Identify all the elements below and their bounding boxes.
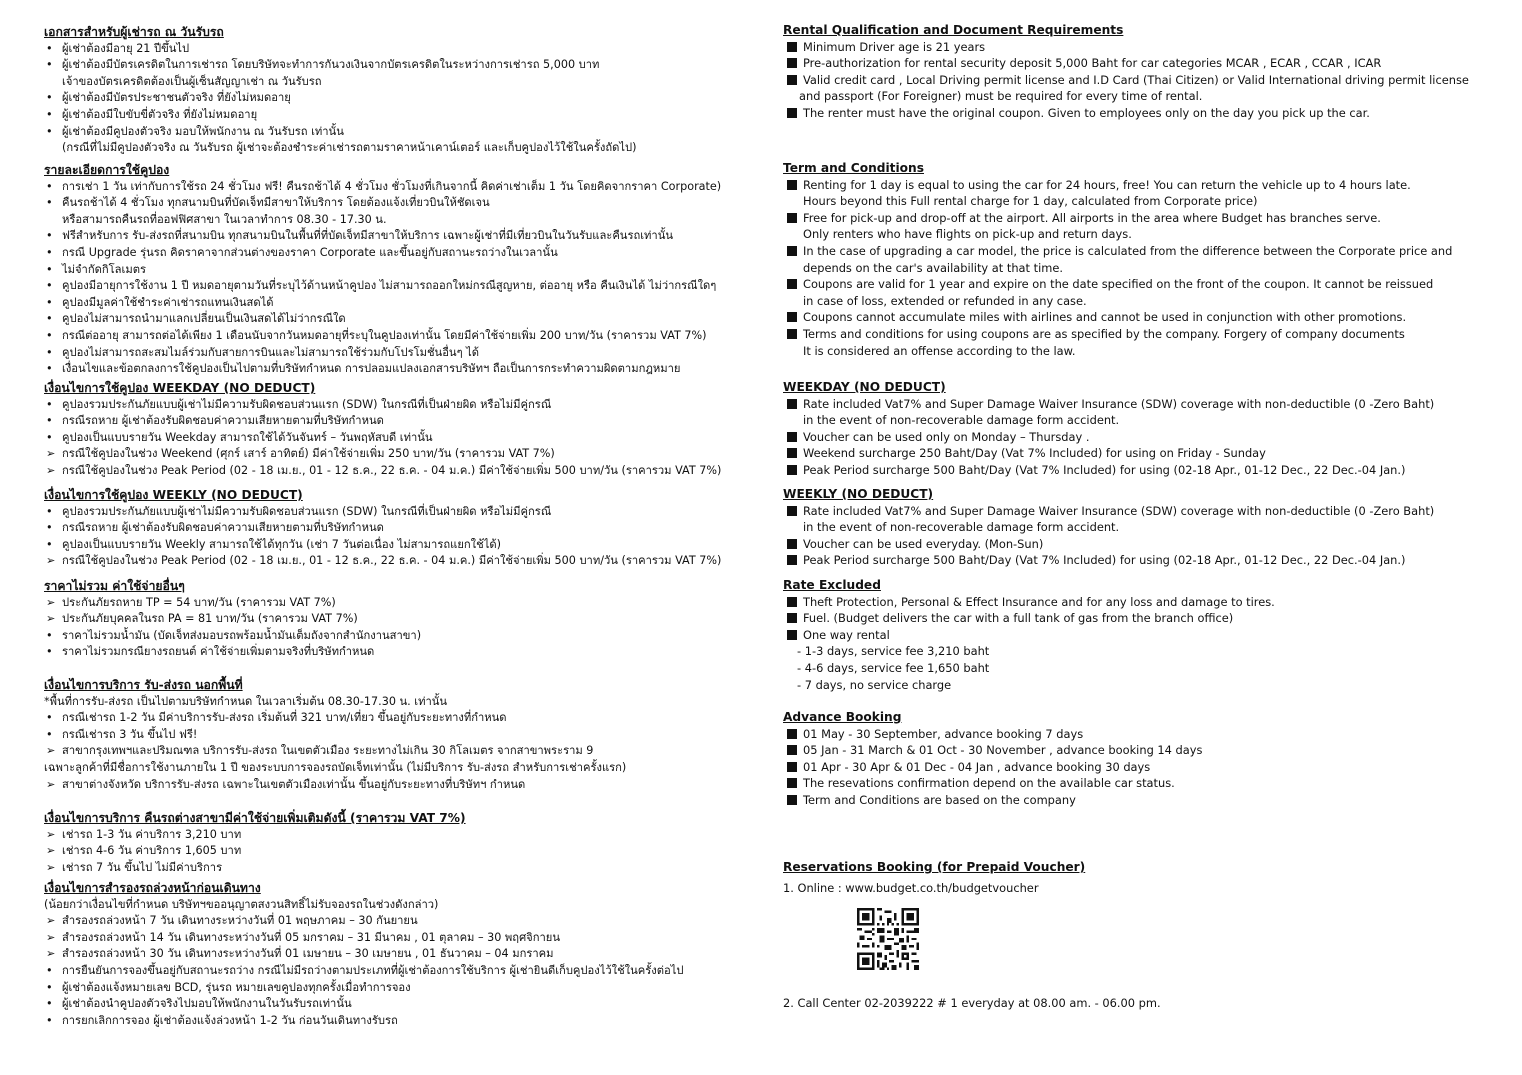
list-item: ➢ สำรองรถล่วงหน้า 30 วัน เดินทางระหว่างวันที่ 01 เมษายน – 30 เมษายน , 01 ธันวาคม – 04 มกราคม (46, 947, 554, 961)
list-item: • ผู้เช่าต้องมีใบขับขี่ตัวจริง ที่ยังไม่หมดอายุ (46, 107, 258, 121)
thai-oneway-section (44, 810, 764, 876)
list-item: ➢ กรณีใช้คูปองในช่วง Peak Period (02 - 18 เม.ย., 01 - 12 ธ.ค., 22 ธ.ค. - 04 ม.ค.) มีค่าใช้จ่ายเพิ่ม 500 บาท/วัน (ราคารวม VAT 7%) (46, 463, 722, 477)
list-item: • ฟรีสำหรับการ รับ-ส่งรถที่สนามบิน ทุกสนามบินในพื้นที่ที่บัดเจ็ทมีสาขาให้บริการ เฉพาะผู้เช่าที่มีเที่ยวบินในวันรับและคืนรถเท่านั้น (46, 229, 674, 243)
thai-delivery-section (44, 677, 764, 793)
list-item: • การเช่า 1 วัน เท่ากับการใช้รถ 24 ชั่วโมง ฟรี! คืนรถช้าได้ 4 ชั่วโมง ชั่วโมงที่เกินจากนี้ คิดค่าเช่าเต็ม 1 วัน โดยคิดจากราคา Corporate) (46, 179, 722, 193)
list-item: Peak Period surcharge 500 Baht/Day (Vat 7% Included) for using (02-18 Apr., 01-12 Dec., 22 Dec.-04 Jan.) (783, 552, 1483, 569)
section-title: เงื่อนไขการบริการ คืนรถต่างสาขามีค่าใช้จ่ายเพิ่มเติมดังนี้ (ราคารวม VAT 7%) (44, 811, 466, 825)
list-item: ➢ ประกันภัยบุคคลในรถ PA = 81 บาท/วัน (ราคารวม VAT 7%) (46, 612, 358, 626)
list-item: • กรณีเช่ารถ 3 วัน ขึ้นไป ฟรี! (46, 727, 198, 741)
list-item: • คืนรถช้าได้ 4 ชั่วโมง ทุกสนามบินที่บัดเจ็ทมีสาขาให้บริการ โดยต้องแจ้งเที่ยวบินให้ชัดเจน หรือสามารถคืนรถที่ออฟฟิศสาขา ในเวลาทำการ 08.30 - 17.30 น. (46, 196, 490, 226)
list-item: Terms and conditions for using coupons are as specified by the company. Forgery of company documents It is considered an offense according to the law. (783, 326, 1483, 359)
weekday-section (783, 379, 1483, 479)
list-item: One way rental (783, 627, 1483, 644)
thai-coupon-details-section (44, 162, 764, 378)
thai-excluded-section (44, 578, 764, 661)
list-item: • ราคาไม่รวมน้ำมัน (บัดเจ็ทส่งมอบรถพร้อมน้ำมันเต็มถังจากสำนักงานสาขา) (46, 628, 422, 642)
advance-booking-note: (น้อยกว่าเงื่อนไขที่กำหนด บริษัทฯขออนุญาตสงวนสิทธิ์ไม่รับจองรถในช่วงดังกล่าว) (44, 897, 439, 911)
section-title: ราคาไม่รวม ค่าใช้จ่ายอื่นๆ (44, 579, 185, 593)
list-item: ➢ เช่ารถ 4-6 วัน ค่าบริการ 1,605 บาท (46, 844, 242, 858)
list-item: ➢ กรณีใช้คูปองในช่วง Weekend (ศุกร์ เสาร์ อาทิตย์) มีค่าใช้จ่ายเพิ่ม 250 บาท/วัน (ราคารวม VAT 7%) (46, 447, 555, 461)
section-title: เงื่อนไขการบริการ รับ-ส่งรถ นอกพื้นที่ (44, 678, 243, 692)
list-item: Theft Protection, Personal & Effect Insurance and for any loss and damage to tires. (783, 594, 1483, 611)
advance-booking-section (783, 709, 1483, 809)
one-way-fee: - 7 days, no service charge (797, 677, 952, 692)
list-item: ➢ เช่ารถ 1-3 วัน ค่าบริการ 3,210 บาท (46, 827, 242, 841)
section-title: Reservations Booking (for Prepaid Voucher) (783, 860, 1086, 874)
rate-excluded-section (783, 577, 1483, 693)
delivery-extra-note: เฉพาะลูกค้าที่มีชื่อการใช้งานภายใน 1 ปี ของระบบการจองรถบัดเจ็ทเท่านั้น (ไม่มีบริการ รับ-ส่งรถ สำหรับการเช่าครั้งแรก) (44, 760, 627, 774)
list-item: ➢ สาขากรุงเทพฯและปริมณฑล บริการรับ-ส่งรถ ในเขตตัวเมือง ระยะทางไม่เกิน 30 กิโลเมตร จากสาขาพระราม 9 (46, 744, 594, 758)
list-item: Minimum Driver age is 21 years (783, 39, 1483, 56)
weekly-section (783, 486, 1483, 569)
list-item: The renter must have the original coupon. Given to employees only on the day you pick up the car. (783, 105, 1483, 122)
online-booking-link[interactable]: 1. Online : www.budget.co.th/budgetvoucher (783, 880, 1039, 895)
section-title: Term and Conditions (783, 161, 924, 175)
list-item: In the case of upgrading a car model, the price is calculated from the difference between the Corporate price and depends on the car's availability at that time. (783, 243, 1483, 276)
list-item: • กรณีต่ออายุ สามารถต่อได้เพียง 1 เดือนนับจากวันหมดอายุที่ระบุในคูปองเท่านั้น โดยมีค่าใช้จ่ายเพิ่ม 200 บาท/วัน (ราคารวม VAT 7%) (46, 328, 707, 342)
list-item: • ผู้เช่าต้องนำคูปองตัวจริงไปมอบให้พนักงานในวันรับรถเท่านั้น (46, 997, 352, 1011)
reservations-booking-section (783, 859, 1483, 896)
section-title: เงื่อนไขการใช้คูปอง WEEKLY (NO DEDUCT) (44, 488, 303, 502)
list-item: ➢ สำรองรถล่วงหน้า 7 วัน เดินทางระหว่างวันที่ 01 พฤษภาคม – 30 กันยายน (46, 914, 418, 928)
list-item: • กรณี Upgrade รุ่นรถ คิดราคาจากส่วนต่างของราคา Corporate และขึ้นอยู่กับสถานะรถว่างในเวลานั้น (46, 245, 558, 259)
list-item: • คูปองมีอายุการใช้งาน 1 ปี หมดอายุตามวันที่ระบุไว้ด้านหน้าคูปอง ไม่สามารถออกใหม่กรณีสูญหาย, ต่ออายุ หรือ คืนเงินได้ ไม่ว่ากรณีใดๆ (46, 279, 717, 293)
section-title: Rental Qualification and Document Requirements (783, 23, 1124, 37)
list-item: ➢ กรณีใช้คูปองในช่วง Peak Period (02 - 18 เม.ย., 01 - 12 ธ.ค., 22 ธ.ค. - 04 ม.ค.) มีค่าใช้จ่ายเพิ่ม 500 บาท/วัน (ราคารวม VAT 7%) (46, 554, 722, 568)
list-item: • คูปองรวมประกันภัยแบบผู้เช่าไม่มีความรับผิดชอบส่วนแรก (SDW) ในกรณีที่เป็นฝ่ายผิด หรือไม่มีคู่กรณี (46, 397, 552, 411)
section-title: เงื่อนไขการใช้คูปอง WEEKDAY (NO DEDUCT) (44, 381, 316, 395)
list-item: Rate included Vat7% and Super Damage Waiver Insurance (SDW) coverage with non-deductible (0 -Zero Baht) in the event of non-recoverable damage form accident. (783, 396, 1483, 429)
section-title: รายละเอียดการใช้คูปอง (44, 163, 170, 177)
list-item: ➢ สาขาต่างจังหวัด บริการรับ-ส่งรถ เฉพาะในเขตตัวเมืองเท่านั้น ขึ้นอยู่กับระยะทางที่บริษัทฯ กำหนด (46, 777, 526, 791)
list-item: • ผู้เช่าต้องมีบัตรประชาชนตัวจริง ที่ยังไม่หมดอายุ (46, 91, 291, 105)
list-item: • คูปองรวมประกันภัยแบบผู้เช่าไม่มีความรับผิดชอบส่วนแรก (SDW) ในกรณีที่เป็นฝ่ายผิด หรือไม่มีคู่กรณี (46, 504, 552, 518)
section-title: เงื่อนไขการสำรองรถล่วงหน้าก่อนเดินทาง (44, 881, 261, 895)
qr-code-icon (857, 908, 919, 970)
list-item: Voucher can be used only on Monday – Thursday . (783, 429, 1483, 446)
list-item: • ผู้เช่าต้องแจ้งหมายเลข BCD, รุ่นรถ หมายเลขคูปองทุกครั้งเมื่อทำการจอง (46, 980, 411, 994)
one-way-fee: - 1-3 days, service fee 3,210 baht (797, 644, 990, 659)
list-item: 05 Jan - 31 March & 01 Oct - 30 November , advance booking 14 days (783, 742, 1483, 759)
section-title: WEEKLY (NO DEDUCT) (783, 487, 934, 501)
thai-weekly-section (44, 487, 764, 570)
delivery-note: *พื้นที่การรับ-ส่งรถ เป็นไปตามบริษัทกำหนด ในเวลาเริ่มต้น 08.30-17.30 น. เท่านั้น (44, 694, 448, 708)
one-way-fee: - 4-6 days, service fee 1,650 baht (797, 660, 990, 675)
thai-weekday-section (44, 380, 764, 480)
list-item: Term and Conditions are based on the company (783, 792, 1483, 809)
list-item: • ผู้เช่าต้องมีอายุ 21 ปีขึ้นไป (46, 41, 190, 55)
call-center-info: 2. Call Center 02-2039222 # 1 everyday at 08.00 am. - 06.00 pm. (783, 996, 1161, 1010)
list-item: Weekend surcharge 250 Baht/Day (Vat 7% Included) for using on Friday - Sunday (783, 445, 1483, 462)
list-item: • คูปองไม่สามารถสะสมไมล์ร่วมกับสายการบินและไม่สามารถใช้ร่วมกับโปรโมชั่นอื่นๆ ได้ (46, 345, 480, 359)
list-item: Valid credit card , Local Driving permit license and I.D Card (Thai Citizen) or Valid International driving permit license and passport (For Foreigner) must be required for every time of rental. (783, 72, 1483, 105)
list-item: • การยกเลิกการจอง ผู้เช่าต้องแจ้งล่วงหน้า 1-2 วัน ก่อนวันเดินทางรับรถ (46, 1013, 398, 1027)
list-item: • คูปองไม่สามารถนำมาแลกเปลี่ยนเป็นเงินสดได้ไม่ว่ากรณีใด (46, 312, 346, 326)
thai-documents-section (44, 24, 764, 157)
list-item: • คูปองเป็นแบบรายวัน Weekly สามารถใช้ได้ทุกวัน (เช่า 7 วันต่อเนื่อง ไม่สามารถแยกใช้ได้) (46, 537, 501, 551)
list-item: Fuel. (Budget delivers the car with a full tank of gas from the branch office) (783, 610, 1483, 627)
list-item: ➢ เช่ารถ 7 วัน ขึ้นไป ไม่มีค่าบริการ (46, 860, 223, 874)
section-title: Advance Booking (783, 710, 902, 724)
list-item: • คูปองมีมูลค่าใช้ชำระค่าเช่ารถแทนเงินสดได้ (46, 295, 274, 309)
list-item: • คูปองเป็นแบบรายวัน Weekday สามารถใช้ได้วันจันทร์ – วันพฤหัสบดี เท่านั้น (46, 430, 433, 444)
list-item: • กรณีรถหาย ผู้เช่าต้องรับผิดชอบค่าความเสียหายตามที่บริษัทกำหนด (46, 414, 384, 428)
section-title: WEEKDAY (NO DEDUCT) (783, 380, 946, 394)
list-item: • เงื่อนไขและข้อตกลงการใช้คูปองเป็นไปตามที่บริษัทกำหนด การปลอมแปลงเอกสารบริษัทฯ ถือเป็นการกระทำความผิดตามกฎหมาย (46, 362, 681, 376)
list-item: Peak Period surcharge 500 Baht/Day (Vat 7% Included) for using (02-18 Apr., 01-12 Dec., 22 Dec.-04 Jan.) (783, 462, 1483, 479)
list-item: • ไม่จำกัดกิโลเมตร (46, 262, 146, 276)
list-item: • ผู้เช่าต้องมีบัตรเครดิตในการเช่ารถ โดยบริษัทจะทำการกันวงเงินจากบัตรเครดิตในระหว่างการเช่ารถ 5,000 บาท เจ้าของบัตรเครดิตต้องเป็นผู้เซ็นสัญญาเช่า ณ วันรับรถ (46, 58, 600, 88)
list-item: 01 Apr - 30 Apr & 01 Dec - 04 Jan , advance booking 30 days (783, 759, 1483, 776)
list-item: Rate included Vat7% and Super Damage Waiver Insurance (SDW) coverage with non-deductible (0 -Zero Baht) in the event of non-recoverable damage form accident. (783, 503, 1483, 536)
list-item: Coupons cannot accumulate miles with airlines and cannot be used in conjunction with other promotions. (783, 309, 1483, 326)
list-item: Coupons are valid for 1 year and expire on the date specified on the front of the coupon. It cannot be reissued in case of loss, extended or refunded in any case. (783, 276, 1483, 309)
list-item: ➢ สำรองรถล่วงหน้า 14 วัน เดินทางระหว่างวันที่ 05 มกราคม – 31 มีนาคม , 01 ตุลาคม – 30 พฤศจิกายน (46, 930, 560, 944)
list-item: ➢ ประกันภัยรถหาย TP = 54 บาท/วัน (ราคารวม VAT 7%) (46, 595, 336, 609)
term-and-conditions-section (783, 160, 1483, 359)
list-item: • ผู้เช่าต้องมีคูปองตัวจริง มอบให้พนักงาน ณ วันรับรถ เท่านั้น (กรณีที่ไม่มีคูปองตัวจริง ณ วันรับรถ ผู้เช่าจะต้องชำระค่าเช่ารถตามราคาหน้าเคาน์เตอร์ และเก็บคูปองไว้ใช้ในครั้งถัดไป) (46, 124, 637, 155)
section-title: เอกสารสำหรับผู้เช่ารถ ณ วันรับรถ (44, 25, 224, 39)
list-item: • การยืนยันการจองขึ้นอยู่กับสถานะรถว่าง กรณีไม่มีรถว่างตามประเภทที่ผู้เช่าต้องการใช้บริการ ผู้เช่ายินดีเก็บคูปองไว้ใช้ในครั้งต่อไป (46, 963, 684, 977)
list-item: The resevations confirmation depend on the available car status. (783, 775, 1483, 792)
list-item: • กรณีรถหาย ผู้เช่าต้องรับผิดชอบค่าความเสียหายตามที่บริษัทกำหนด (46, 521, 384, 535)
thai-advance-booking-section (44, 880, 764, 1029)
list-item: Renting for 1 day is equal to using the car for 24 hours, free! You can return the vehicle up to 4 hours late. Hours beyond this Full rental charge for 1 day, calculated from Corporate price) (783, 177, 1483, 210)
rental-qualification-section (783, 22, 1483, 122)
list-item: Voucher can be used everyday. (Mon-Sun) (783, 536, 1483, 553)
list-item: • กรณีเช่ารถ 1-2 วัน มีค่าบริการรับ-ส่งรถ เริ่มต้นที่ 321 บาท/เที่ยว ขึ้นอยู่กับระยะทางที่กำหนด (46, 711, 507, 725)
list-item: • ราคาไม่รวมกรณียางรถยนต์ ค่าใช้จ่ายเพิ่มตามจริงที่บริษัทกำหนด (46, 645, 375, 659)
list-item: 01 May - 30 September, advance booking 7 days (783, 726, 1483, 743)
section-title: Rate Excluded (783, 578, 881, 592)
list-item: Pre-authorization for rental security deposit 5,000 Baht for car categories MCAR , ECAR , CCAR , ICAR (783, 55, 1483, 72)
list-item: Free for pick-up and drop-off at the airport. All airports in the area where Budget has branches serve. Only renters who have flights on pick-up and return days. (783, 210, 1483, 243)
